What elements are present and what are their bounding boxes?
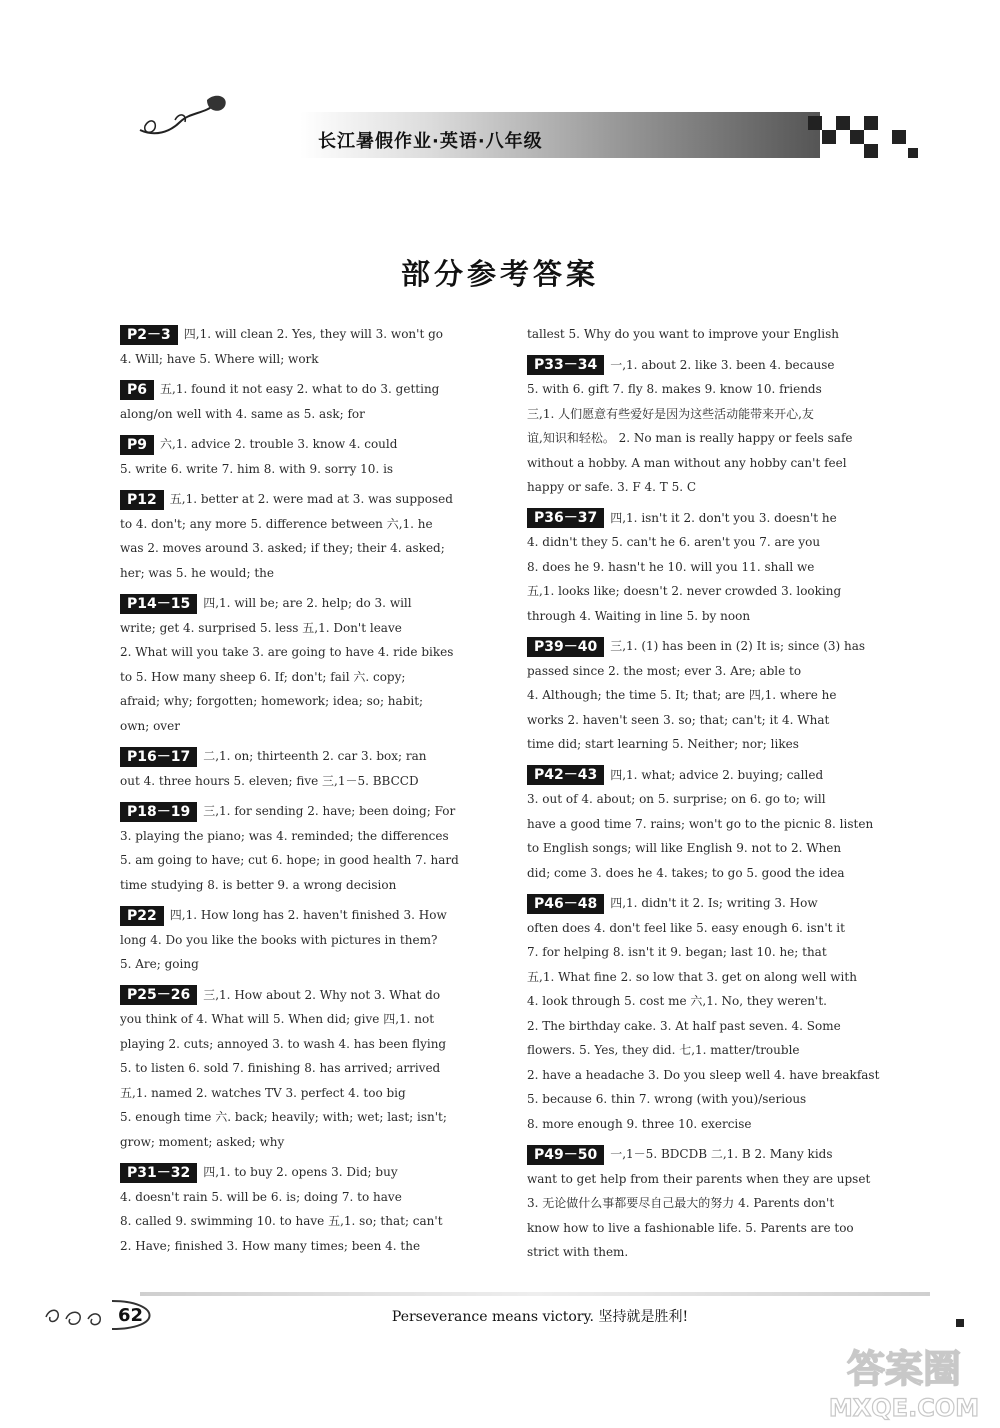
answer-section-line bbox=[120, 322, 488, 347]
answer-section-line bbox=[120, 487, 488, 512]
answer-text: want to get help from their parents when they are upset bbox=[527, 1171, 871, 1186]
answer-line bbox=[120, 640, 488, 665]
page-range-tag: P14－15 bbox=[120, 594, 197, 614]
answer-text: strict with them. bbox=[527, 1245, 629, 1259]
answer-line bbox=[527, 1063, 895, 1088]
answer-text: long 4. Do you like the books with pictures in them? bbox=[120, 932, 438, 947]
footer-motto: Perseverance means victory. 坚持就是胜利! bbox=[391, 1309, 689, 1325]
watermark-logo bbox=[818, 1338, 990, 1424]
answer-line bbox=[527, 940, 895, 965]
answer-line bbox=[120, 769, 488, 794]
answer-text: 四,1. How long has 2. haven't finished 3. How bbox=[169, 908, 447, 922]
answer-line bbox=[527, 812, 895, 837]
page-range-tag: P16－17 bbox=[120, 747, 197, 767]
answer-text: 5. write 6. write 7. him 8. with 9. sorry 10. is bbox=[120, 461, 394, 476]
answer-line bbox=[527, 1038, 895, 1063]
svg-text:MXQE.COM: MXQE.COM bbox=[828, 1394, 980, 1422]
answer-text: 四,1. didn't it 2. Is; writing 3. How bbox=[610, 896, 818, 910]
answer-text: works 2. haven't seen 3. so; that; can't; it 4. What bbox=[527, 712, 830, 727]
answer-line bbox=[527, 965, 895, 990]
page-number: 62 bbox=[118, 1305, 144, 1326]
answer-text: 8. does he 9. hasn't he 10. will you 11. shall we bbox=[527, 559, 815, 574]
answer-text: without a hobby. A man without any hobby can't feel bbox=[527, 455, 847, 470]
answer-line bbox=[527, 683, 895, 708]
answer-text: to 4. don't; any more 5. difference between 六,1. he bbox=[120, 516, 433, 531]
answer-text: 2. The birthday cake. 3. At half past seven. 4. Some bbox=[527, 1018, 841, 1033]
answer-text: was 2. moves around 3. asked; if they; their 4. asked; bbox=[120, 541, 445, 555]
answer-line bbox=[120, 536, 488, 561]
answer-text: know how to live a fashionable life. 5. Parents are too bbox=[527, 1220, 854, 1235]
answer-line bbox=[120, 402, 488, 427]
end-marker bbox=[956, 1319, 964, 1327]
answer-text: 8. more enough 9. three 10. exercise bbox=[527, 1116, 752, 1131]
answer-text: 一,1－5. BDCDB 二,1. B 2. Many kids bbox=[610, 1147, 833, 1161]
answer-line bbox=[527, 377, 895, 402]
svg-text:答案圈: 答案圈 bbox=[846, 1347, 962, 1391]
page-range-tag: P25－26 bbox=[120, 985, 197, 1005]
answer-text: 2. Have; finished 3. How many times; been 4. the bbox=[120, 1238, 421, 1253]
answer-section-line bbox=[527, 506, 895, 531]
answer-text: often does 4. don't feel like 5. easy enough 6. isn't it bbox=[527, 920, 845, 935]
answer-line bbox=[120, 1185, 488, 1210]
answer-text: 三,1. 人们愿意有些爱好是因为这些活动能带来开心,友 bbox=[527, 406, 814, 421]
answer-line bbox=[527, 836, 895, 861]
answer-text: happy or safe. 3. F 4. T 5. C bbox=[527, 480, 697, 494]
answer-text: 五,1. better at 2. were mad at 3. was supposed bbox=[169, 492, 453, 506]
answer-line bbox=[527, 1014, 895, 1039]
answer-line bbox=[120, 561, 488, 586]
page-range-tag: P22 bbox=[120, 906, 164, 926]
answer-line bbox=[120, 1056, 488, 1081]
answer-text: 五,1. looks like; doesn't 2. never crowded 3. looking bbox=[527, 584, 842, 598]
answer-line bbox=[527, 708, 895, 733]
answer-text: 三,1. How about 2. Why not 3. What do bbox=[203, 987, 441, 1002]
answer-text: write; get 4. surprised 5. less 五,1. Don't leave bbox=[120, 620, 402, 635]
answer-line bbox=[120, 824, 488, 849]
answer-line bbox=[120, 457, 488, 482]
answer-text: to 5. How many sheep 6. If; don't; fail 六. copy; bbox=[120, 669, 406, 684]
answer-text: flowers. 5. Yes, they did. 七,1. matter/trouble bbox=[527, 1043, 800, 1057]
page-range-tag: P33－34 bbox=[527, 355, 604, 375]
answer-line bbox=[120, 928, 488, 953]
answer-line bbox=[527, 555, 895, 580]
answer-text: 四,1. will clean 2. Yes, they will 3. won't go bbox=[183, 327, 443, 341]
answer-line bbox=[527, 861, 895, 886]
answer-line bbox=[120, 1105, 488, 1130]
page-range-tag: P6 bbox=[120, 380, 154, 400]
answer-text: 六,1. advice 2. trouble 3. know 4. could bbox=[160, 437, 398, 451]
answer-section-line bbox=[527, 891, 895, 916]
answer-text: 3. 无论做什么事都要尽自己最大的努力 4. Parents don't bbox=[527, 1196, 835, 1210]
answer-text: 8. called 9. swimming 10. to have 五,1. so; that; can't bbox=[120, 1214, 443, 1228]
page-range-tag: P2－3 bbox=[120, 325, 178, 345]
answer-text: to English songs; will like English 9. not to 2. When bbox=[527, 841, 842, 855]
answer-line bbox=[527, 1087, 895, 1112]
answer-line bbox=[527, 402, 895, 427]
answer-line bbox=[527, 426, 895, 451]
header-title: 长江暑假作业·英语·八年级 bbox=[318, 131, 543, 152]
page-range-tag: P31－32 bbox=[120, 1163, 197, 1183]
answer-text: 5. with 6. gift 7. fly 8. makes 9. know 10. friends bbox=[527, 382, 822, 396]
answer-text: 四,1. isn't it 2. don't you 3. doesn't he bbox=[610, 510, 837, 525]
answer-line bbox=[527, 787, 895, 812]
answer-text: 一,1. about 2. like 3. been 4. because bbox=[610, 357, 835, 372]
answer-line bbox=[527, 732, 895, 757]
answer-section-line bbox=[527, 1142, 895, 1167]
answer-line bbox=[527, 659, 895, 684]
answer-section-line bbox=[120, 432, 488, 457]
answer-text: 4. Although; the time 5. It; that; are 四,1. where he bbox=[527, 688, 837, 702]
answer-line bbox=[120, 848, 488, 873]
answer-text: did; come 3. does he 4. takes; to go 5. good the idea bbox=[527, 865, 845, 880]
answer-line bbox=[120, 1130, 488, 1155]
answer-text: 五,1. What fine 2. so low that 3. get on along well with bbox=[527, 969, 857, 984]
checker-decoration-icon bbox=[808, 116, 920, 160]
answer-section-line bbox=[120, 983, 488, 1008]
answer-text: tallest 5. Why do you want to improve your English bbox=[527, 327, 839, 341]
answer-text: 4. look through 5. cost me 六,1. No, they weren't. bbox=[527, 994, 827, 1008]
page-range-tag: P49－50 bbox=[527, 1145, 604, 1165]
answer-line bbox=[120, 1209, 488, 1234]
answer-line bbox=[527, 451, 895, 476]
answer-text: 5. because 6. thin 7. wrong (with you)/serious bbox=[527, 1092, 807, 1106]
answer-section-line bbox=[120, 1160, 488, 1185]
answer-line bbox=[527, 1112, 895, 1137]
page-range-tag: P39－40 bbox=[527, 637, 604, 657]
answer-section-line bbox=[120, 377, 488, 402]
answer-text: have a good time 7. rains; won't go to the picnic 8. listen bbox=[527, 816, 874, 831]
page-range-tag: P36－37 bbox=[527, 508, 604, 528]
page-range-tag: P9 bbox=[120, 435, 154, 455]
answer-line bbox=[120, 1032, 488, 1057]
answer-text: 三,1. for sending 2. have; been doing; For bbox=[203, 804, 456, 818]
answer-line bbox=[527, 604, 895, 629]
answer-text: 五,1. found it not easy 2. what to do 3. getting bbox=[160, 382, 440, 396]
answer-text: time studying 8. is better 9. a wrong decision bbox=[120, 877, 397, 892]
answer-text: 四,1. to buy 2. opens 3. Did; buy bbox=[203, 1165, 398, 1179]
answer-text: afraid; why; forgotten; homework; idea; so; habit; bbox=[120, 694, 424, 708]
answer-line bbox=[527, 916, 895, 941]
answer-text: her; was 5. he would; the bbox=[120, 565, 274, 580]
answer-text: through 4. Waiting in line 5. by noon bbox=[527, 608, 751, 623]
answer-text: 5. Are; going bbox=[120, 957, 199, 971]
page-range-tag: P12 bbox=[120, 490, 164, 510]
answer-section-line bbox=[527, 634, 895, 659]
answer-line bbox=[527, 1191, 895, 1216]
answer-line bbox=[120, 665, 488, 690]
answer-text: 3. playing the piano; was 4. reminded; the differences bbox=[120, 828, 449, 843]
answer-text: out 4. three hours 5. eleven; five 三,1－5. BBCCD bbox=[120, 773, 419, 788]
answer-text: 二,1. on; thirteenth 2. car 3. box; ran bbox=[203, 749, 427, 763]
answer-text: 五,1. named 2. watches TV 3. perfect 4. too big bbox=[120, 1085, 406, 1100]
answer-text: passed since 2. the most; ever 3. Are; able to bbox=[527, 663, 802, 678]
answer-text: 4. doesn't rain 5. will be 6. is; doing 7. to have bbox=[120, 1189, 402, 1204]
answer-line bbox=[120, 689, 488, 714]
answer-line bbox=[120, 1007, 488, 1032]
page-range-tag: P18－19 bbox=[120, 802, 197, 822]
answer-line bbox=[527, 530, 895, 555]
answer-line bbox=[527, 475, 895, 500]
answer-line bbox=[120, 1081, 488, 1106]
answer-line bbox=[120, 952, 488, 977]
answer-line bbox=[120, 1234, 488, 1259]
answer-text: 2. have a headache 3. Do you sleep well 4. have breakfast bbox=[527, 1067, 880, 1082]
answer-line bbox=[120, 616, 488, 641]
answer-text: 三,1. (1) has been in (2) It is; since (3) has bbox=[610, 639, 866, 653]
answer-line bbox=[527, 579, 895, 604]
answer-section-line bbox=[527, 763, 895, 788]
page-range-tag: P42－43 bbox=[527, 765, 604, 785]
answer-section-line bbox=[120, 799, 488, 824]
answer-line bbox=[527, 1216, 895, 1241]
answer-section-line bbox=[120, 744, 488, 769]
answer-text: time did; start learning 5. Neither; nor; likes bbox=[527, 737, 799, 751]
answer-text: 4. didn't they 5. can't he 6. aren't you 7. are you bbox=[527, 535, 821, 549]
answer-line bbox=[527, 1167, 895, 1192]
answer-text: 5. am going to have; cut 6. hope; in good health 7. hard bbox=[120, 853, 459, 867]
answer-text: along/on well with 4. same as 5. ask; for bbox=[120, 406, 365, 421]
answer-column-right bbox=[527, 322, 895, 1265]
answer-text: 5. to listen 6. sold 7. finishing 8. has arrived; arrived bbox=[120, 1061, 441, 1075]
answer-text: 5. enough time 六. back; heavily; with; wet; last; isn't; bbox=[120, 1110, 447, 1124]
answer-line bbox=[120, 873, 488, 898]
answer-line bbox=[527, 989, 895, 1014]
answer-section-line bbox=[527, 353, 895, 378]
answer-text: 4. Will; have 5. Where will; work bbox=[120, 351, 319, 366]
answer-text: 2. What will you take 3. are going to have 4. ride bikes bbox=[120, 645, 454, 659]
decorative-flourish-icon bbox=[135, 92, 235, 142]
answer-line bbox=[527, 1240, 895, 1265]
page-range-tag: P46－48 bbox=[527, 894, 604, 914]
answer-text: grow; moment; asked; why bbox=[120, 1134, 285, 1149]
answer-text: 7. for helping 8. isn't it 9. began; last 10. he; that bbox=[527, 945, 827, 959]
answer-section-line bbox=[120, 903, 488, 928]
answer-line bbox=[527, 322, 895, 347]
answer-line bbox=[120, 512, 488, 537]
page-title: 部分参考答案 bbox=[400, 257, 599, 291]
answer-column-left bbox=[120, 322, 488, 1258]
answer-line bbox=[120, 714, 488, 739]
answer-text: own; over bbox=[120, 718, 180, 733]
answer-text: 谊,知识和轻松。 2. No man is really happy or feels safe bbox=[527, 431, 853, 445]
answer-line bbox=[120, 347, 488, 372]
answer-text: 四,1. what; advice 2. buying; called bbox=[610, 767, 824, 782]
footer-divider bbox=[140, 1292, 930, 1296]
answer-section-line bbox=[120, 591, 488, 616]
answer-text: 3. out of 4. about; on 5. surprise; on 6. go to; will bbox=[527, 792, 826, 806]
answer-text: 四,1. will be; are 2. help; do 3. will bbox=[203, 596, 412, 610]
answer-text: you think of 4. What will 5. When did; give 四,1. not bbox=[120, 1012, 435, 1026]
answer-text: playing 2. cuts; annoyed 3. to wash 4. has been flying bbox=[120, 1036, 447, 1051]
